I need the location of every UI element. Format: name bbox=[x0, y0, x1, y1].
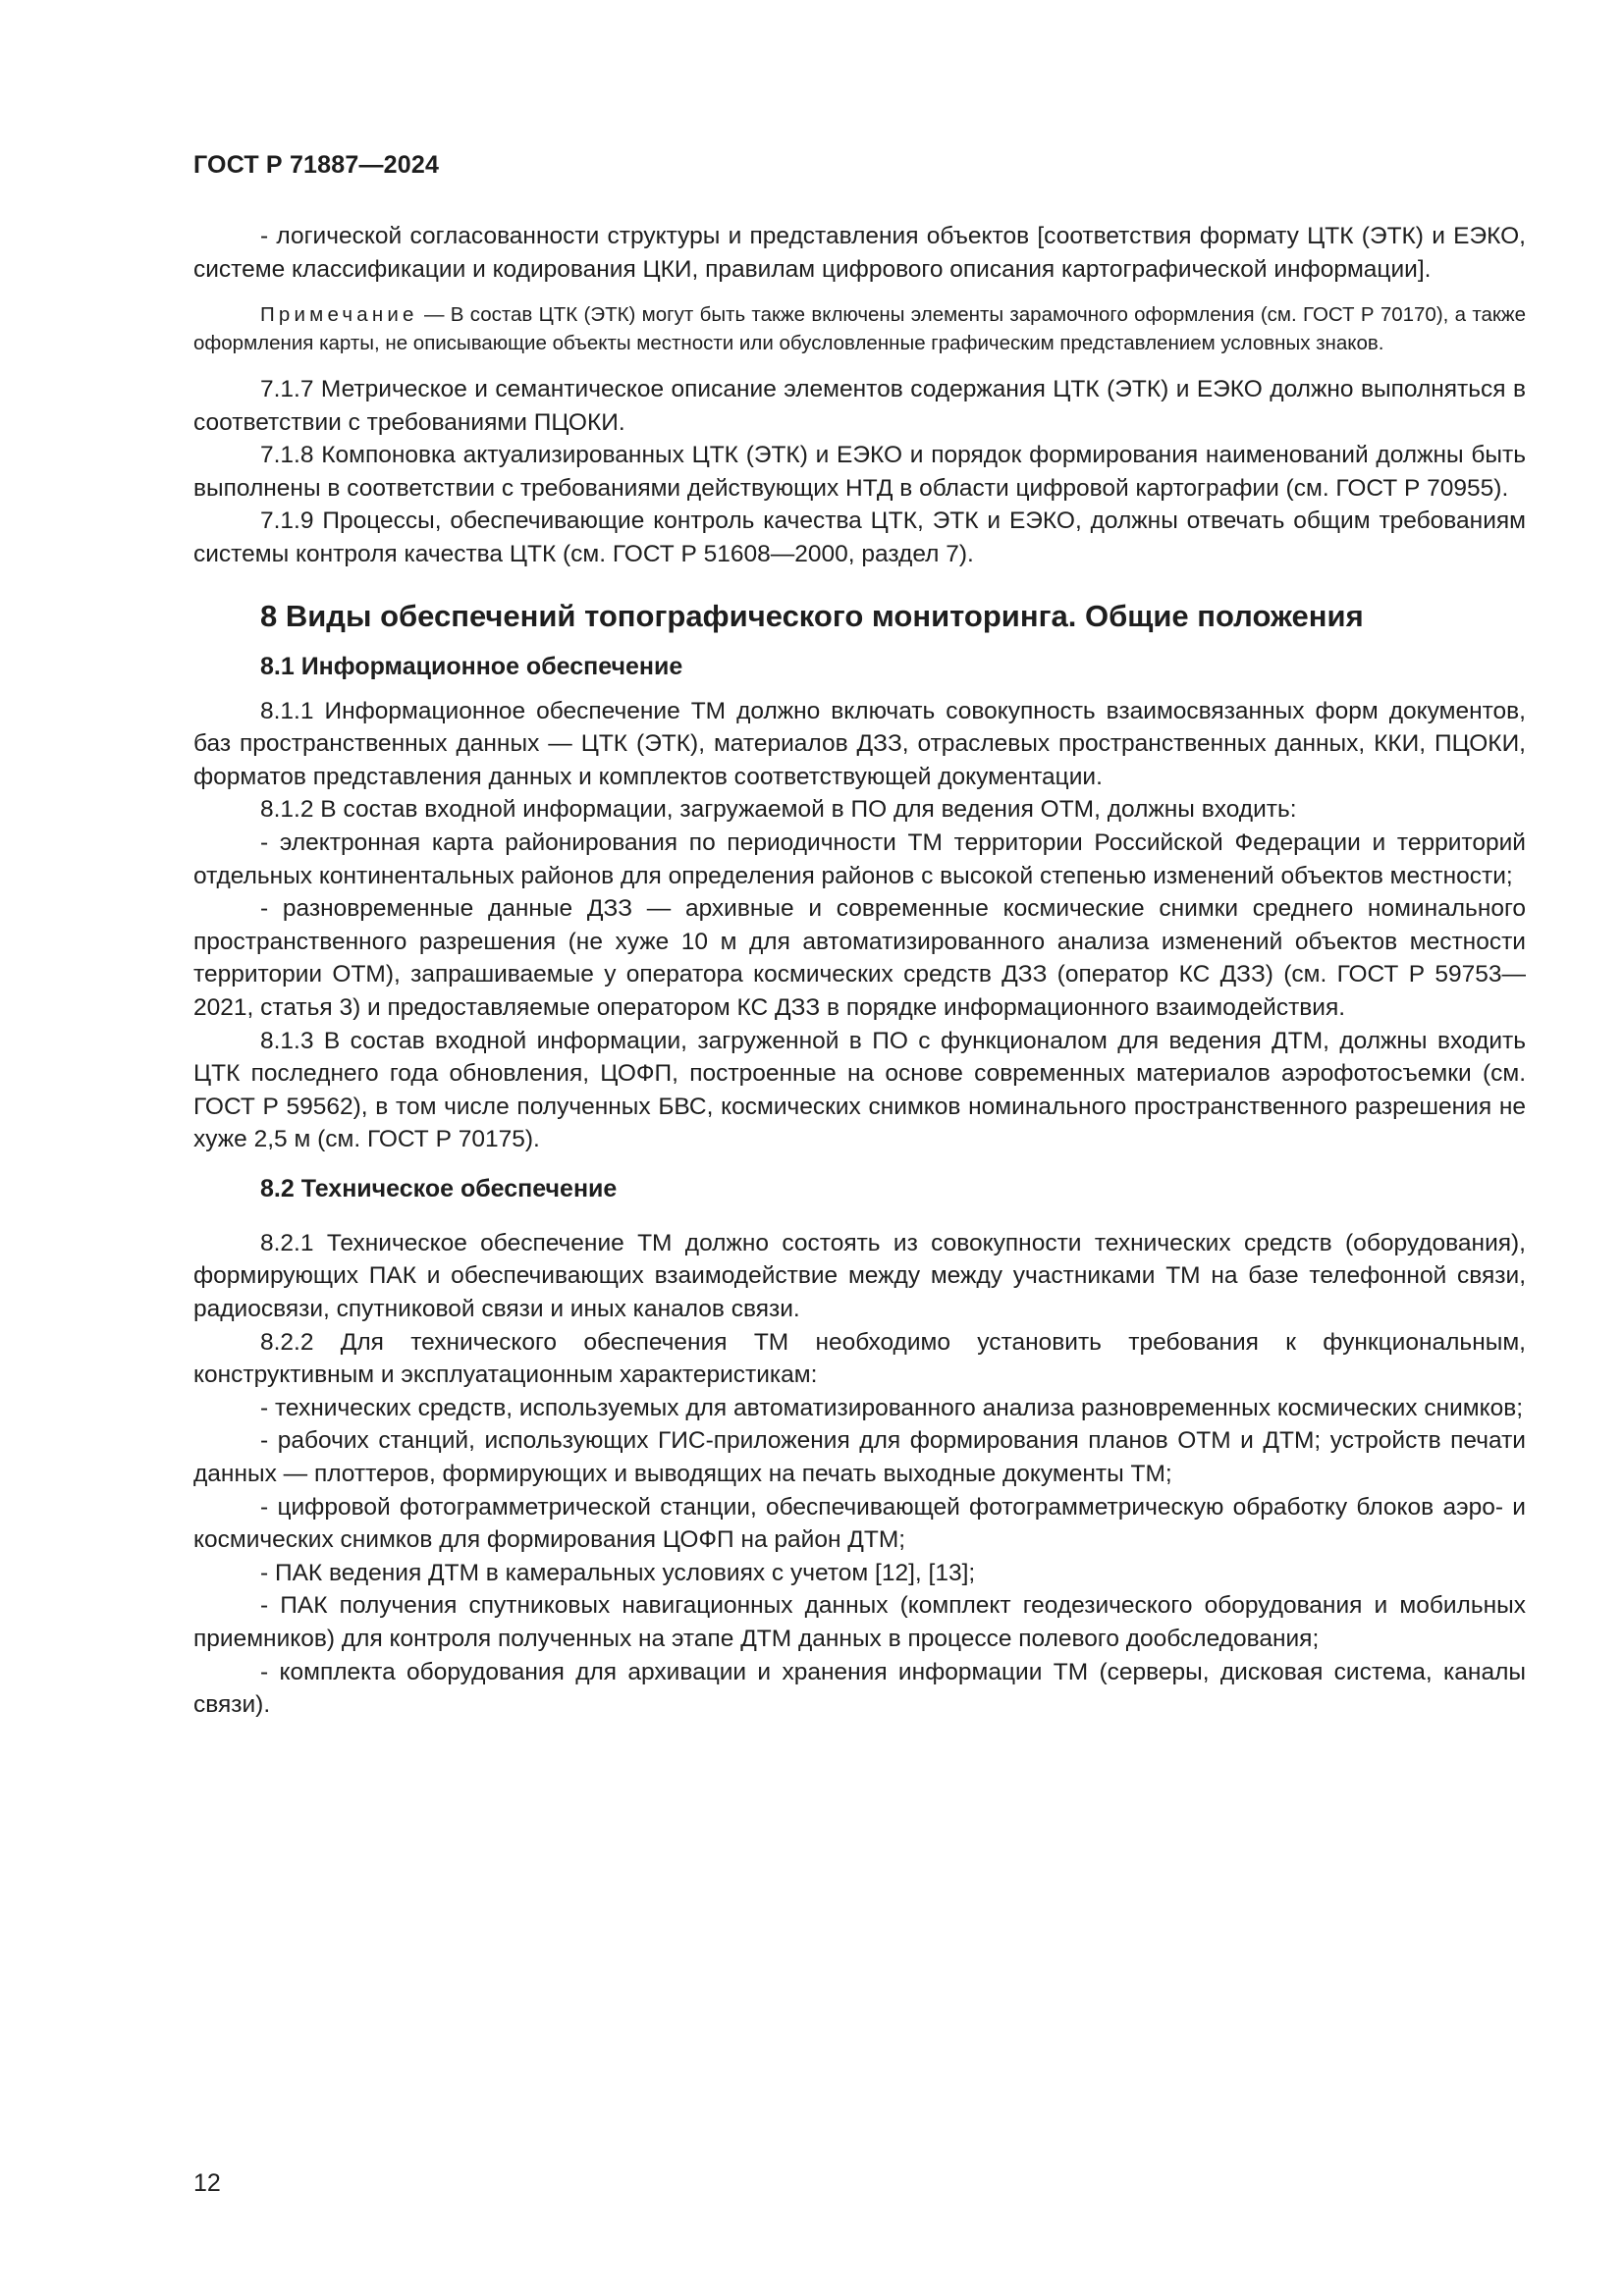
page-number: 12 bbox=[193, 2169, 221, 2197]
note-text: — В состав ЦТК (ЭТК) могут быть также включены элементы зарамочного оформления (см. ГОСТ Р 70170), а также оформления карты, не описывающие объекты местности или обусловленные графическим представлением условных знаков. bbox=[193, 303, 1526, 354]
list-item-8-2-2-a: - технических средств, используемых для автоматизированного анализа разновременных космических снимков; bbox=[260, 1394, 1524, 1421]
paragraph-8-1-1: 8.1.1 Информационное обеспечение ТМ должно включать совокупность взаимосвязанных форм документов, баз пространственных данных — ЦТК (ЭТК), материалов ДЗЗ, отраслевых пространственных данных, ККИ, ПЦОКИ, форматов представления данных и комплектов соответствующей документации. bbox=[193, 697, 1526, 790]
paragraph-7-1-7: 7.1.7 Метрическое и семантическое описание элементов содержания ЦТК (ЭТК) и ЕЭКО должно выполняться в соответствии с требованиями ПЦОКИ. bbox=[193, 376, 1526, 436]
list-item-8-2-2-f: - комплекта оборудования для архивации и хранения информации ТМ (серверы, дисковая система, каналы связи). bbox=[193, 1658, 1526, 1719]
paragraph-7-1-9: 7.1.9 Процессы, обеспечивающие контроль качества ЦТК, ЭТК и ЕЭКО, должны отвечать общим требованиям системы контроля качества ЦТК (см. ГОСТ Р 51608—2000, раздел 7). bbox=[193, 507, 1526, 567]
paragraph-8-2-2: 8.2.2 Для технического обеспечения ТМ необходимо установить требования к функциональным, конструктивным и эксплуатационным характеристикам: bbox=[193, 1328, 1526, 1389]
list-item-8-2-2-c: - цифровой фотограмметрической станции, обеспечивающей фотограмметрическую обработку блоков аэро- и космических снимков для формирования ЦОФП на район ДТМ; bbox=[193, 1493, 1526, 1554]
note-block bbox=[193, 301, 1526, 357]
list-item-8-1-2-b: - разновременные данные ДЗЗ — архивные и современные космические снимки среднего номинального пространственного разрешения (не хуже 10 м для автоматизированного анализа изменений объектов местности территории ОТМ), запрашиваемые у оператора космических средств ДЗЗ (оператор КС ДЗЗ) (см. ГОСТ Р 59753—2021, статья 3) и предоставляемые оператором КС ДЗЗ в порядке информационного взаимодействия. bbox=[193, 895, 1526, 1021]
section-8-heading: 8 Виды обеспечений топографического мониторинга. Общие положения bbox=[260, 598, 1364, 633]
paragraph-8-2-1: 8.2.1 Техническое обеспечение ТМ должно состоять из совокупности технических средств (оборудования), формирующих ПАК и обеспечивающих взаимодействие между между участниками ТМ на базе телефонной связи, радиосвязи, спутниковой связи и иных каналов связи. bbox=[193, 1229, 1526, 1323]
page-content bbox=[193, 220, 1526, 1722]
list-item-8-1-2-a: - электронная карта районирования по периодичности ТМ территории Российской Федерации и территорий отдельных континентальных районов для определения районов с высокой степенью изменений объектов местности; bbox=[193, 828, 1526, 889]
document-id-header: ГОСТ Р 71887—2024 bbox=[193, 151, 440, 179]
document-page bbox=[193, 0, 1526, 2296]
note-label: Примечание bbox=[260, 303, 418, 327]
subsection-8-2-heading: 8.2 Техническое обеспечение bbox=[260, 1174, 618, 1202]
list-item-8-2-2-e: - ПАК получения спутниковых навигационных данных (комплект геодезического оборудования и мобильных приемников) для контроля полученных на этапе ДТМ данных в процессе полевого дообследования; bbox=[193, 1592, 1526, 1652]
subsection-8-1-heading: 8.1 Информационное обеспечение bbox=[260, 652, 683, 680]
paragraph-8-1-3: 8.1.3 В состав входной информации, загруженной в ПО с функционалом для ведения ДТМ, должны входить ЦТК последнего года обновления, ЦОФП, построенные на основе современных материалов аэрофотосъемки (см. ГОСТ Р 59562), в том числе полученных БВС, космических снимков номинального пространственного разрешения не хуже 2,5 м (см. ГОСТ Р 70175). bbox=[193, 1027, 1526, 1153]
list-item-8-2-2-b: - рабочих станций, использующих ГИС-приложения для формирования планов ОТМ и ДТМ; устройств печати данных — плоттеров, формирующих и выводящих на печать выходные документы ТМ; bbox=[193, 1427, 1526, 1488]
list-item-8-2-2-d: - ПАК ведения ДТМ в камеральных условиях с учетом [12], [13]; bbox=[260, 1559, 976, 1586]
paragraph-logical-consistency: - логической согласованности структуры и представления объектов [соответствия формату ЦТК (ЭТК) и ЕЭКО, системе классификации и кодирования ЦКИ, правилам цифрового описания картографической информации]. bbox=[193, 223, 1526, 283]
paragraph-8-1-2: 8.1.2 В состав входной информации, загружаемой в ПО для ведения ОТМ, должны входить: bbox=[260, 796, 1297, 824]
paragraph-7-1-8: 7.1.8 Компоновка актуализированных ЦТК (ЭТК) и ЕЭКО и порядок формирования наименований должны быть выполнены в соответствии с требованиями действующих НТД в области цифровой картографии (см. ГОСТ Р 70955). bbox=[193, 442, 1526, 502]
